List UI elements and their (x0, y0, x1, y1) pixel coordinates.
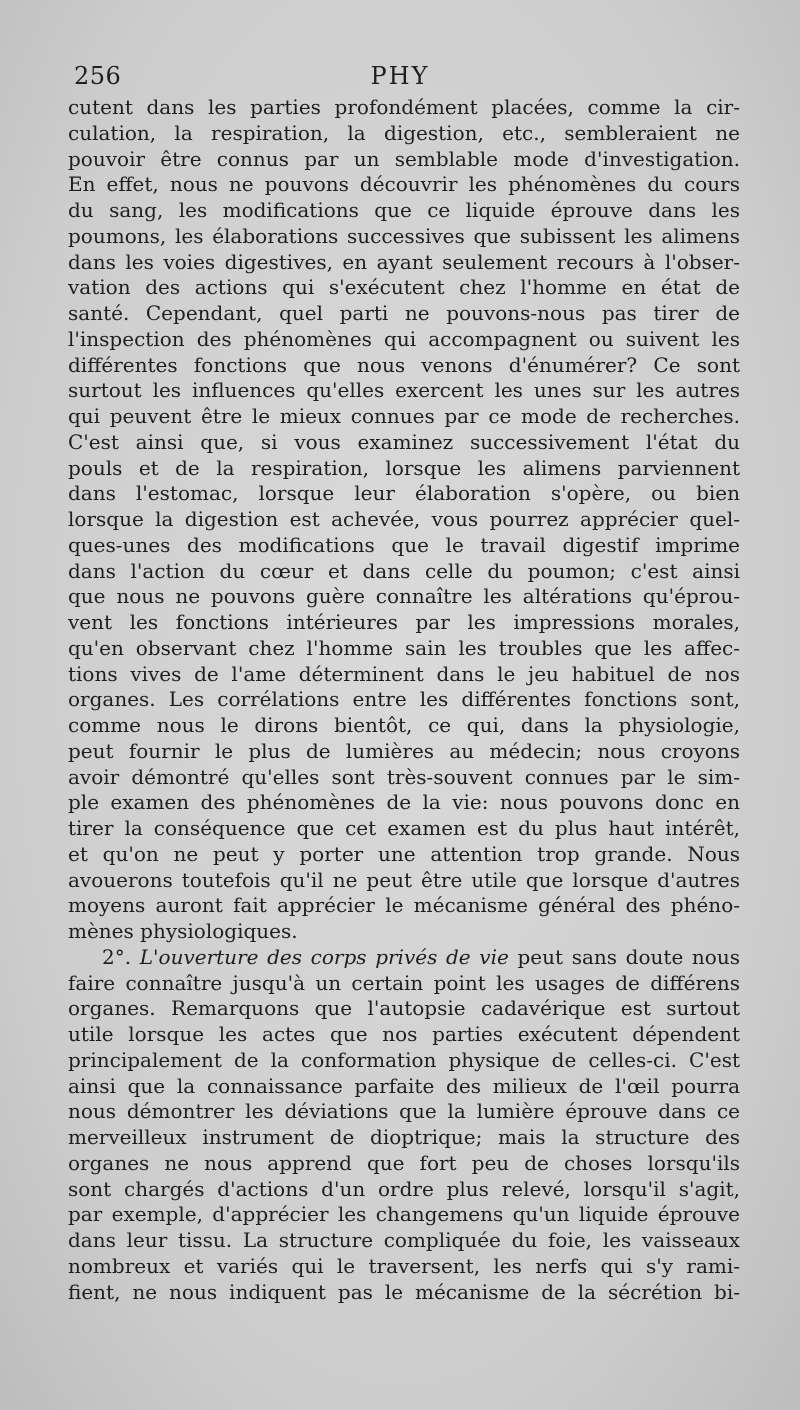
italic-heading: L'ouverture des corps privés de vie (139, 944, 509, 969)
text-line: ainsi que la connaissance parfaite des milieux de l'œil pourra (68, 1073, 740, 1098)
text-line: faire connaître jusqu'à un certain point les usages de différens (68, 970, 740, 995)
text-line: et qu'on ne peut y porter une attention trop grande. Nous (68, 841, 740, 866)
running-head: PHY (370, 62, 430, 90)
body-text (68, 95, 740, 1305)
text-line: moyens auront fait apprécier le mécanisme général des phéno- (68, 893, 740, 918)
paragraph-number: 2°. (102, 944, 132, 969)
text-line: qui peuvent être le mieux connues par ce mode de recherches. (68, 404, 740, 428)
text-line: poumons, les élaborations successives que subissent les alimens (68, 223, 740, 248)
text-line: En effet, nous ne pouvons découvrir les phénomènes du cours (68, 172, 740, 197)
text-line: C'est ainsi que, si vous examinez successivement l'état du (68, 429, 740, 454)
paragraph-2-first-line (68, 945, 740, 971)
text-line: vent les fonctions intérieures par les impressions morales, (68, 610, 740, 634)
text-line: avoir démontré qu'elles sont très-souvent connues par le sim- (68, 764, 740, 789)
text-line: mènes physiologiques. (68, 919, 298, 943)
text-line: nous démontrer les déviations que la lumière éprouve dans ce (68, 1099, 740, 1124)
text-line: par exemple, d'apprécier les changemens qu'un liquide éprouve (68, 1202, 740, 1227)
text-line: comme nous le dirons bientôt, ce qui, dans la physiologie, (68, 713, 740, 737)
text-line: vation des actions qui s'exécutent chez l'homme en état de (68, 275, 740, 300)
text-line: organes ne nous apprend que fort peu de choses lorsqu'ils (68, 1150, 740, 1175)
paragraph-lead: peut sans doute nous (517, 944, 740, 969)
text-line: pouls et de la respiration, lorsque les alimens parviennent (68, 455, 740, 480)
text-line: tirer la conséquence que cet examen est du plus haut intérêt, (68, 816, 740, 840)
text-line: dans leur tissu. La structure compliquée du foie, les vaisseaux (68, 1228, 740, 1252)
text-line: du sang, les modifications que ce liquide éprouve dans les (68, 198, 740, 222)
text-line: dans l'action du cœur et dans celle du poumon; c'est ainsi (68, 558, 740, 583)
text-line: qu'en observant chez l'homme sain les troubles que les affec- (68, 635, 740, 660)
text-line: ple examen des phénomènes de la vie: nous pouvons donc en (68, 790, 740, 815)
text-line: santé. Cependant, quel parti ne pouvons-nous pas tirer de (68, 301, 740, 325)
text-line: merveilleux instrument de dioptrique; mais la structure des (68, 1125, 740, 1149)
text-line: dans l'estomac, lorsque leur élaboration s'opère, ou bien (68, 481, 740, 506)
text-line: différentes fonctions que nous venons d'énumérer? Ce sont (68, 352, 740, 377)
text-line: peut fournir le plus de lumières au médecin; nous croyons (68, 738, 740, 763)
text-line: organes. Les corrélations entre les différentes fonctions sont, (68, 687, 740, 712)
text-line: avouerons toutefois qu'il ne peut être utile que lorsque d'autres (68, 867, 740, 892)
text-line: l'inspection des phénomènes qui accompagnent ou suivent les (68, 326, 740, 351)
text-line: dans les voies digestives, en ayant seulement recours à l'obser- (68, 249, 740, 274)
text-line: lorsque la digestion est achevée, vous pourrez apprécier quel- (68, 507, 740, 531)
text-line: cutent dans les parties profondément placées, comme la cir- (68, 95, 740, 119)
text-line: culation, la respiration, la digestion, etc., sembleraient ne (68, 120, 740, 145)
text-line: ques-unes des modifications que le travail digestif imprime (68, 532, 740, 557)
text-line: principalement de la conformation physique de celles-ci. C'est (68, 1047, 740, 1072)
text-line: que nous ne pouvons guère connaître les altérations qu'éprou- (68, 584, 740, 609)
text-line: sont chargés d'actions d'un ordre plus relevé, lorsqu'il s'agit, (68, 1176, 740, 1201)
page-number: 256 (74, 62, 122, 90)
text-line: tions vives de l'ame déterminent dans le jeu habituel de nos (68, 661, 740, 686)
text-line: nombreux et variés qui le traversent, les nerfs qui s'y rami- (68, 1253, 740, 1278)
text-line: organes. Remarquons que l'autopsie cadavérique est surtout (68, 996, 740, 1021)
text-line: surtout les influences qu'elles exercent les unes sur les autres (68, 378, 740, 403)
text-line: pouvoir être connus par un semblable mode d'investigation. (68, 146, 740, 171)
text-line: utile lorsque les actes que nos parties exécutent dépendent (68, 1022, 740, 1046)
text-line: fient, ne nous indiquent pas le mécanisme de la sécrétion bi- (68, 1279, 740, 1304)
